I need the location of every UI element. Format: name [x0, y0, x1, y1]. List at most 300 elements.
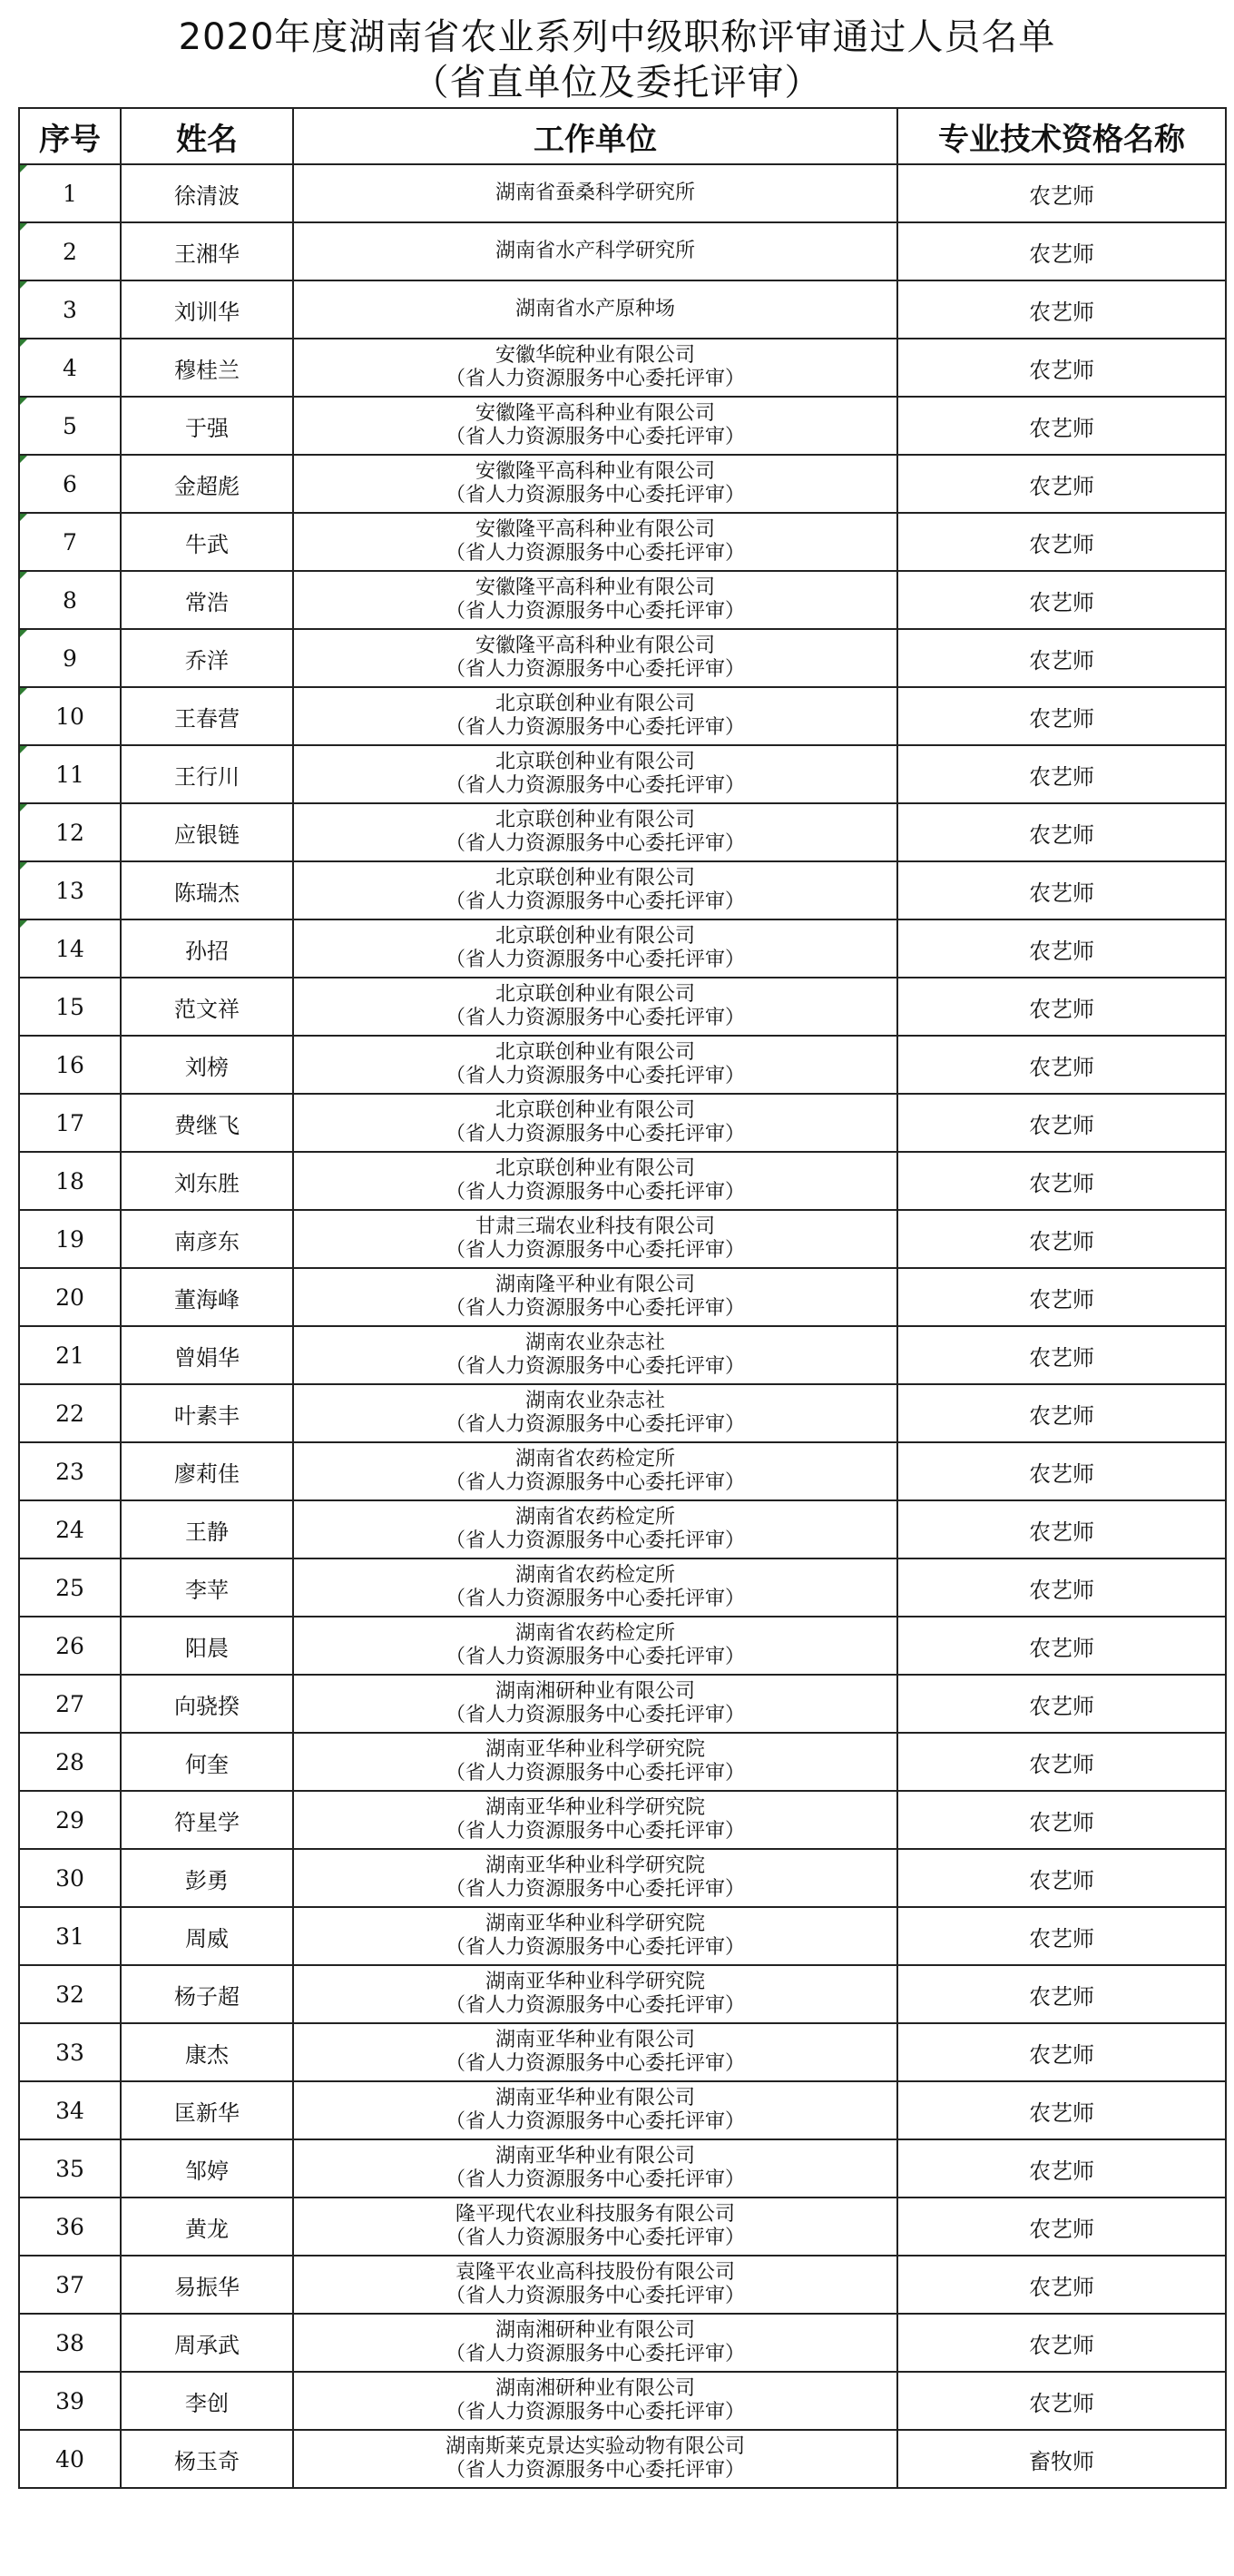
header-index: 序号	[19, 108, 121, 164]
row-unit-name: 安徽隆平高科种业有限公司	[475, 402, 715, 425]
row-name: 黄龙	[121, 2197, 293, 2256]
row-name: 徐清波	[121, 164, 293, 222]
row-index	[19, 1907, 121, 1965]
row-qualification: 农艺师	[897, 397, 1226, 455]
row-name: 阳晨	[121, 1617, 293, 1675]
row-qualification: 农艺师	[897, 1500, 1226, 1558]
row-unit-note: （省人力资源服务中心委托评审）	[445, 2401, 745, 2424]
cell-marker-icon	[20, 804, 27, 811]
row-index	[19, 1210, 121, 1268]
roster-table	[18, 107, 1227, 2489]
row-name: 杨子超	[121, 1965, 293, 2023]
row-unit	[293, 1907, 897, 1965]
row-unit	[293, 222, 897, 280]
row-unit	[293, 803, 897, 861]
row-qualification: 农艺师	[897, 1384, 1226, 1442]
table-row	[19, 1617, 1226, 1675]
table-row	[19, 1210, 1226, 1268]
row-index-value: 26	[55, 1632, 84, 1659]
row-name: 穆桂兰	[121, 339, 293, 397]
row-name: 常浩	[121, 571, 293, 629]
cell-marker-icon	[20, 572, 27, 579]
document-title	[0, 0, 1234, 107]
row-index-value: 12	[55, 819, 84, 846]
row-qualification: 农艺师	[897, 803, 1226, 861]
row-unit-note: （省人力资源服务中心委托评审）	[445, 658, 745, 681]
row-unit-name: 安徽华皖种业有限公司	[495, 344, 695, 367]
row-index-value: 13	[55, 877, 84, 904]
row-index	[19, 2314, 121, 2372]
row-name: 牛武	[121, 513, 293, 571]
row-unit	[293, 1210, 897, 1268]
row-unit-name: 北京联创种业有限公司	[495, 983, 695, 1006]
row-unit-note: （省人力资源服务中心委托评审）	[445, 1297, 745, 1320]
row-name: 李创	[121, 2372, 293, 2430]
row-index-value: 32	[55, 1981, 84, 2008]
table-row	[19, 1733, 1226, 1791]
row-unit-note: （省人力资源服务中心委托评审）	[445, 1646, 745, 1668]
row-unit-name: 湖南亚华种业科学研究院	[485, 1796, 705, 1819]
table-row	[19, 1907, 1226, 1965]
row-unit	[293, 687, 897, 745]
row-name: 范文祥	[121, 978, 293, 1036]
row-name: 李苹	[121, 1558, 293, 1617]
cell-marker-icon	[20, 223, 27, 231]
table-row	[19, 1442, 1226, 1500]
row-unit-note: （省人力资源服务中心委托评审）	[445, 716, 745, 739]
row-name: 南彦东	[121, 1210, 293, 1268]
row-name: 周承武	[121, 2314, 293, 2372]
row-unit-note: （省人力资源服务中心委托评审）	[445, 1994, 745, 2017]
table-row	[19, 803, 1226, 861]
row-unit	[293, 2256, 897, 2314]
row-unit-name: 湖南斯莱克景达实验动物有限公司	[445, 2435, 745, 2458]
row-index-value: 17	[55, 1109, 84, 1136]
row-index	[19, 1500, 121, 1558]
row-unit	[293, 571, 897, 629]
row-index-value: 27	[55, 1690, 84, 1717]
row-unit-name: 安徽隆平高科种业有限公司	[475, 576, 715, 599]
row-index	[19, 978, 121, 1036]
table-row	[19, 571, 1226, 629]
row-unit-name: 袁隆平农业高科技股份有限公司	[455, 2261, 735, 2284]
row-unit-name: 安徽隆平高科种业有限公司	[475, 460, 715, 483]
row-index	[19, 1558, 121, 1617]
table-row	[19, 1036, 1226, 1094]
row-index	[19, 1791, 121, 1849]
row-unit-name: 湖南湘研种业有限公司	[495, 2319, 695, 2342]
table-row	[19, 222, 1226, 280]
row-qualification: 农艺师	[897, 1617, 1226, 1675]
table-row	[19, 397, 1226, 455]
row-unit-name: 北京联创种业有限公司	[495, 1099, 695, 1122]
row-unit-name: 湖南亚华种业科学研究院	[485, 1854, 705, 1877]
row-unit-note: （省人力资源服务中心委托评审）	[445, 949, 745, 971]
row-unit-note: （省人力资源服务中心委托评审）	[445, 2168, 745, 2191]
row-index	[19, 339, 121, 397]
row-index-value: 40	[55, 2445, 84, 2473]
row-name: 董海峰	[121, 1268, 293, 1326]
row-index-value: 29	[55, 1806, 84, 1834]
row-index-value: 1	[63, 180, 77, 207]
row-name: 费继飞	[121, 1094, 293, 1152]
table-row	[19, 1849, 1226, 1907]
row-index-value: 5	[63, 412, 77, 439]
row-index-value: 10	[55, 703, 84, 730]
row-unit	[293, 1326, 897, 1384]
row-unit	[293, 2372, 897, 2430]
row-unit	[293, 2197, 897, 2256]
row-qualification: 农艺师	[897, 687, 1226, 745]
row-index-value: 28	[55, 1748, 84, 1775]
row-qualification: 农艺师	[897, 745, 1226, 803]
row-unit-name: 湖南亚华种业科学研究院	[485, 1912, 705, 1935]
row-unit	[293, 1500, 897, 1558]
row-index	[19, 629, 121, 687]
row-unit	[293, 1558, 897, 1617]
row-qualification: 农艺师	[897, 571, 1226, 629]
row-unit	[293, 1094, 897, 1152]
table-row	[19, 513, 1226, 571]
header-qualification: 专业技术资格名称	[897, 108, 1226, 164]
row-name: 刘榜	[121, 1036, 293, 1094]
row-index-value: 34	[55, 2097, 84, 2124]
row-name: 王春营	[121, 687, 293, 745]
table-row	[19, 861, 1226, 919]
table-row	[19, 280, 1226, 339]
row-name: 应银链	[121, 803, 293, 861]
row-unit-name: 湖南省蚕桑科学研究所	[495, 182, 695, 204]
row-qualification: 农艺师	[897, 2081, 1226, 2139]
table-row	[19, 2372, 1226, 2430]
row-index-value: 8	[63, 586, 77, 614]
row-unit-note: （省人力资源服务中心委托评审）	[445, 542, 745, 565]
row-unit-name: 湖南亚华种业有限公司	[495, 2145, 695, 2168]
row-unit	[293, 397, 897, 455]
row-unit-name: 湖南亚华种业有限公司	[495, 2087, 695, 2109]
row-index-value: 6	[63, 470, 77, 497]
table-row	[19, 1500, 1226, 1558]
row-index-value: 20	[55, 1283, 84, 1311]
table-row	[19, 629, 1226, 687]
row-qualification: 农艺师	[897, 861, 1226, 919]
row-index	[19, 1617, 121, 1675]
row-unit-note: （省人力资源服务中心委托评审）	[445, 2459, 745, 2482]
row-name: 叶素丰	[121, 1384, 293, 1442]
row-unit-note: （省人力资源服务中心委托评审）	[445, 1065, 745, 1087]
row-qualification: 农艺师	[897, 1558, 1226, 1617]
table-row	[19, 1965, 1226, 2023]
row-unit	[293, 1849, 897, 1907]
row-name: 向骁揆	[121, 1675, 293, 1733]
row-name: 邹婷	[121, 2139, 293, 2197]
row-index-value: 35	[55, 2155, 84, 2182]
row-qualification: 农艺师	[897, 164, 1226, 222]
row-index	[19, 397, 121, 455]
row-unit	[293, 1965, 897, 2023]
row-name: 于强	[121, 397, 293, 455]
row-unit-name: 湖南亚华种业科学研究院	[485, 1738, 705, 1761]
row-index	[19, 2139, 121, 2197]
row-name: 符星学	[121, 1791, 293, 1849]
header-unit: 工作单位	[293, 108, 897, 164]
row-unit-note: （省人力资源服务中心委托评审）	[445, 2052, 745, 2075]
row-unit-note: （省人力资源服务中心委托评审）	[445, 890, 745, 913]
row-unit-name: 湖南省水产原种场	[514, 298, 675, 320]
row-unit-name: 安徽隆平高科种业有限公司	[475, 518, 715, 541]
row-qualification: 农艺师	[897, 1791, 1226, 1849]
row-unit-note: （省人力资源服务中心委托评审）	[445, 1007, 745, 1029]
row-qualification: 农艺师	[897, 2314, 1226, 2372]
row-unit	[293, 2314, 897, 2372]
row-unit-name: 湖南亚华种业科学研究院	[485, 1971, 705, 1993]
table-row	[19, 2139, 1226, 2197]
row-index	[19, 571, 121, 629]
row-unit	[293, 1442, 897, 1500]
row-unit	[293, 2081, 897, 2139]
row-index	[19, 2430, 121, 2488]
row-qualification: 农艺师	[897, 2197, 1226, 2256]
row-index-value: 23	[55, 1458, 84, 1485]
row-unit-name: 北京联创种业有限公司	[495, 1041, 695, 1064]
row-unit	[293, 339, 897, 397]
row-index-value: 36	[55, 2213, 84, 2240]
row-index-value: 30	[55, 1864, 84, 1892]
row-unit-name: 湖南湘研种业有限公司	[495, 2377, 695, 2400]
row-name: 廖莉佳	[121, 1442, 293, 1500]
row-qualification: 农艺师	[897, 1268, 1226, 1326]
row-unit-name: 湖南隆平种业有限公司	[495, 1273, 695, 1296]
cell-marker-icon	[20, 165, 27, 172]
table-row	[19, 1268, 1226, 1326]
cell-marker-icon	[20, 746, 27, 753]
row-unit-name: 北京联创种业有限公司	[495, 1157, 695, 1180]
row-qualification: 农艺师	[897, 1733, 1226, 1791]
row-unit	[293, 629, 897, 687]
row-qualification: 农艺师	[897, 2372, 1226, 2430]
row-qualification: 农艺师	[897, 1094, 1226, 1152]
row-index-value: 16	[55, 1051, 84, 1078]
row-index	[19, 2081, 121, 2139]
row-name: 易振华	[121, 2256, 293, 2314]
row-unit	[293, 2023, 897, 2081]
row-unit-name: 湖南农业杂志社	[524, 1332, 665, 1354]
row-unit-note: （省人力资源服务中心委托评审）	[445, 2285, 745, 2307]
row-unit-note: （省人力资源服务中心委托评审）	[445, 2227, 745, 2249]
row-qualification: 农艺师	[897, 1965, 1226, 2023]
row-index-value: 25	[55, 1574, 84, 1601]
row-index	[19, 222, 121, 280]
row-unit	[293, 1791, 897, 1849]
table-header-row	[19, 108, 1226, 164]
row-index-value: 15	[55, 993, 84, 1020]
row-index	[19, 164, 121, 222]
row-index	[19, 280, 121, 339]
row-qualification: 农艺师	[897, 1152, 1226, 1210]
row-qualification: 农艺师	[897, 978, 1226, 1036]
table-row	[19, 978, 1226, 1036]
row-index	[19, 1733, 121, 1791]
row-unit-name: 北京联创种业有限公司	[495, 925, 695, 948]
table-row	[19, 2256, 1226, 2314]
row-qualification: 农艺师	[897, 339, 1226, 397]
row-unit-note: （省人力资源服务中心委托评审）	[445, 832, 745, 855]
row-qualification: 农艺师	[897, 919, 1226, 978]
row-unit	[293, 1675, 897, 1733]
row-name: 金超彪	[121, 455, 293, 513]
table-row	[19, 745, 1226, 803]
row-index	[19, 1152, 121, 1210]
row-unit-name: 北京联创种业有限公司	[495, 809, 695, 831]
table-row	[19, 2197, 1226, 2256]
row-unit	[293, 1384, 897, 1442]
row-unit	[293, 1733, 897, 1791]
row-name: 周威	[121, 1907, 293, 1965]
row-unit	[293, 2430, 897, 2488]
row-index	[19, 513, 121, 571]
row-qualification: 农艺师	[897, 1675, 1226, 1733]
table-row	[19, 1791, 1226, 1849]
row-index	[19, 745, 121, 803]
row-unit-note: （省人力资源服务中心委托评审）	[445, 1413, 745, 1436]
row-unit-name: 湖南亚华种业有限公司	[495, 2029, 695, 2051]
table-row	[19, 2314, 1226, 2372]
row-index	[19, 919, 121, 978]
table-row	[19, 919, 1226, 978]
row-name: 王湘华	[121, 222, 293, 280]
row-unit-note: （省人力资源服务中心委托评审）	[445, 484, 745, 506]
row-index-value: 19	[55, 1225, 84, 1253]
cell-marker-icon	[20, 339, 27, 347]
row-qualification: 农艺师	[897, 2256, 1226, 2314]
row-index-value: 33	[55, 2039, 84, 2066]
cell-marker-icon	[20, 630, 27, 637]
row-unit	[293, 164, 897, 222]
row-unit-note: （省人力资源服务中心委托评审）	[445, 426, 745, 448]
cell-marker-icon	[20, 688, 27, 695]
row-unit-note: （省人力资源服务中心委托评审）	[445, 1123, 745, 1145]
row-unit	[293, 2139, 897, 2197]
table-row	[19, 1326, 1226, 1384]
row-unit-note: （省人力资源服务中心委托评审）	[445, 774, 745, 797]
row-qualification: 农艺师	[897, 1326, 1226, 1384]
row-unit-name: 隆平现代农业科技服务有限公司	[455, 2203, 735, 2226]
row-unit	[293, 1617, 897, 1675]
row-index	[19, 2023, 121, 2081]
row-qualification: 农艺师	[897, 2023, 1226, 2081]
row-unit	[293, 745, 897, 803]
row-qualification: 农艺师	[897, 1210, 1226, 1268]
row-unit-name: 湖南省农药检定所	[514, 1564, 675, 1587]
row-name: 彭勇	[121, 1849, 293, 1907]
row-unit-name: 湖南农业杂志社	[524, 1390, 665, 1412]
row-unit-name: 北京联创种业有限公司	[495, 751, 695, 773]
row-unit-note: （省人力资源服务中心委托评审）	[445, 2110, 745, 2133]
row-name: 杨玉奇	[121, 2430, 293, 2488]
table-row	[19, 1094, 1226, 1152]
title-line-1: 2020年度湖南省农业系列中级职称评审通过人员名单	[178, 16, 1056, 58]
cell-marker-icon	[20, 920, 27, 928]
row-qualification: 农艺师	[897, 1849, 1226, 1907]
row-unit-note: （省人力资源服务中心委托评审）	[445, 1704, 745, 1726]
row-name: 孙招	[121, 919, 293, 978]
row-qualification: 农艺师	[897, 455, 1226, 513]
row-index-value: 7	[63, 528, 77, 556]
row-name: 何奎	[121, 1733, 293, 1791]
row-unit-name: 安徽隆平高科种业有限公司	[475, 634, 715, 657]
row-qualification: 农艺师	[897, 2139, 1226, 2197]
row-unit-note: （省人力资源服务中心委托评审）	[445, 1239, 745, 1262]
row-index-value: 24	[55, 1516, 84, 1543]
row-index-value: 22	[55, 1400, 84, 1427]
row-index-value: 11	[55, 761, 84, 788]
row-unit-note: （省人力资源服务中心委托评审）	[445, 1762, 745, 1785]
row-unit-note: （省人力资源服务中心委托评审）	[445, 1529, 745, 1552]
row-index	[19, 803, 121, 861]
row-index-value: 21	[55, 1342, 84, 1369]
row-index	[19, 2256, 121, 2314]
row-index	[19, 1094, 121, 1152]
row-unit	[293, 861, 897, 919]
row-name: 刘东胜	[121, 1152, 293, 1210]
row-unit-note: （省人力资源服务中心委托评审）	[445, 1181, 745, 1204]
row-index	[19, 1849, 121, 1907]
row-qualification: 畜牧师	[897, 2430, 1226, 2488]
table-row	[19, 2430, 1226, 2488]
row-name: 乔洋	[121, 629, 293, 687]
cell-marker-icon	[20, 398, 27, 405]
row-unit-note: （省人力资源服务中心委托评审）	[445, 1355, 745, 1378]
row-index-value: 14	[55, 935, 84, 962]
row-index-value: 4	[63, 354, 77, 381]
table-row	[19, 1558, 1226, 1617]
row-unit-note: （省人力资源服务中心委托评审）	[445, 1936, 745, 1959]
table-row	[19, 455, 1226, 513]
row-unit-note: （省人力资源服务中心委托评审）	[445, 1820, 745, 1843]
row-name: 曾娟华	[121, 1326, 293, 1384]
table-row	[19, 164, 1226, 222]
table-row	[19, 1384, 1226, 1442]
row-unit	[293, 280, 897, 339]
row-qualification: 农艺师	[897, 280, 1226, 339]
cell-marker-icon	[20, 862, 27, 870]
row-qualification: 农艺师	[897, 513, 1226, 571]
row-index	[19, 687, 121, 745]
title-line-2: （省直单位及委托评审）	[412, 62, 822, 103]
row-index-value: 2	[63, 238, 77, 265]
row-index-value: 18	[55, 1167, 84, 1195]
row-name: 匡新华	[121, 2081, 293, 2139]
row-unit-name: 北京联创种业有限公司	[495, 867, 695, 890]
row-index	[19, 1268, 121, 1326]
row-index	[19, 2372, 121, 2430]
table-row	[19, 2081, 1226, 2139]
row-unit	[293, 1268, 897, 1326]
row-index	[19, 861, 121, 919]
row-index	[19, 455, 121, 513]
row-qualification: 农艺师	[897, 1907, 1226, 1965]
row-unit-note: （省人力资源服务中心委托评审）	[445, 1878, 745, 1901]
row-index-value: 9	[63, 644, 77, 672]
row-name: 康杰	[121, 2023, 293, 2081]
table-row	[19, 1152, 1226, 1210]
row-index	[19, 1675, 121, 1733]
row-index	[19, 1384, 121, 1442]
row-index	[19, 1326, 121, 1384]
row-qualification: 农艺师	[897, 1442, 1226, 1500]
row-unit	[293, 1152, 897, 1210]
table-row	[19, 1675, 1226, 1733]
